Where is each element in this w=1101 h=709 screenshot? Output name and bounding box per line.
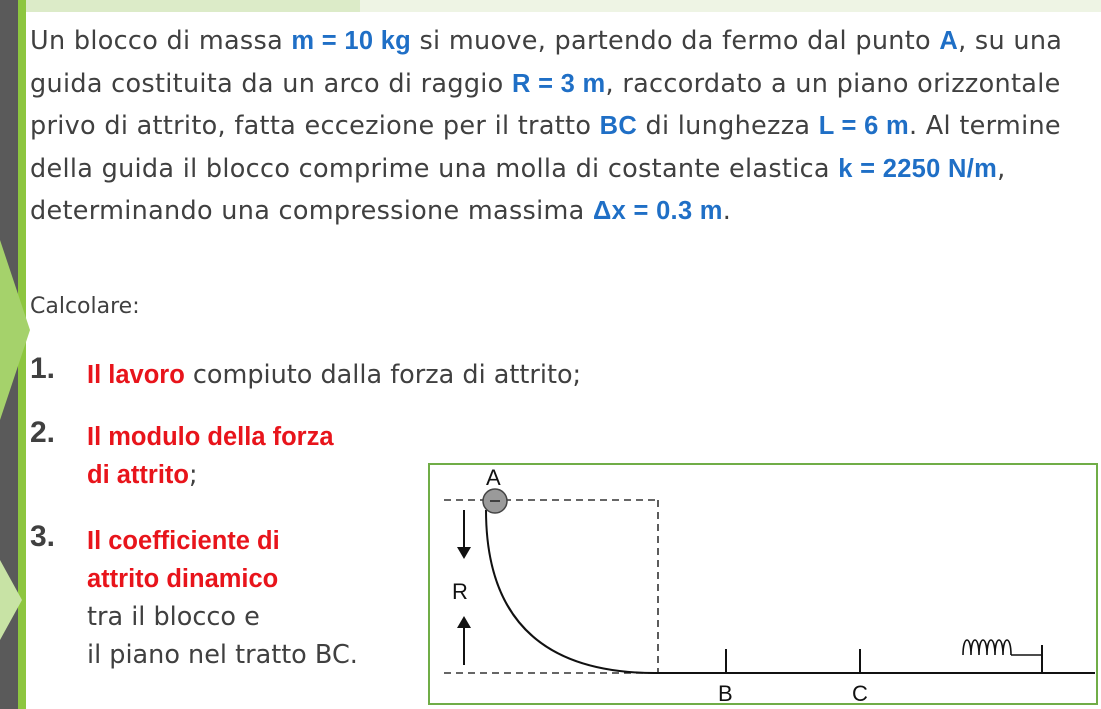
- item-3-line3: tra il blocco e: [87, 602, 260, 632]
- mass-value: m = 10 kg: [291, 27, 412, 55]
- item-2-bold-line1: Il modulo della forza: [87, 423, 334, 451]
- item-2-bold-line2: di attrito: [87, 461, 189, 489]
- calcolare-heading: Calcolare:: [30, 294, 140, 319]
- item-1-text: compiuto dalla forza di attrito;: [184, 360, 582, 390]
- spring: [963, 640, 1011, 655]
- arc-track: [486, 510, 655, 673]
- item-1-number: 1.: [30, 352, 56, 385]
- problem-statement: Un blocco di massa m = 10 kg si muove, partendo da fermo dal punto A, su una guida costituita da un arco di raggio R = 3 m, raccordato a un piano orizzontale privo di attrito, fatta eccezione per il tratto BC di lunghezza L = 6 m. Al termine della guida il blocco comprime una molla di costante elastica k = 2250 N/m, determinando una compressione massima Δx = 0.3 m.: [30, 26, 1063, 226]
- item-3: [87, 522, 358, 674]
- spring-constant: k = 2250 N/m: [838, 154, 998, 183]
- track-diagram: [430, 465, 1100, 707]
- item-3-bold-line1: Il coefficiente di: [87, 527, 280, 555]
- length-value: L = 6 m: [818, 112, 909, 140]
- label-r: R: [452, 579, 468, 604]
- radius-value: R = 3 m: [512, 69, 606, 98]
- label-b: B: [718, 681, 733, 706]
- item-2: Il modulo della forza di attrito;: [87, 423, 334, 490]
- segment-bc: BC: [599, 112, 638, 140]
- label-c: C: [852, 681, 868, 706]
- item-1-bold: Il lavoro: [87, 361, 185, 389]
- point-a: A: [939, 27, 959, 55]
- item-3-bold-line2: attrito dinamico: [87, 565, 279, 593]
- top-banner-accent: [0, 0, 360, 12]
- label-a: A: [486, 465, 501, 490]
- item-1: [87, 356, 581, 394]
- slide-decoration: [0, 0, 30, 709]
- item-3-number: 3.: [30, 520, 56, 553]
- compression-value: Δx = 0.3 m: [593, 197, 723, 225]
- item-3-line4: il piano nel tratto BC.: [87, 640, 358, 670]
- item-2-number: 2.: [30, 416, 56, 449]
- track-figure: [428, 463, 1098, 705]
